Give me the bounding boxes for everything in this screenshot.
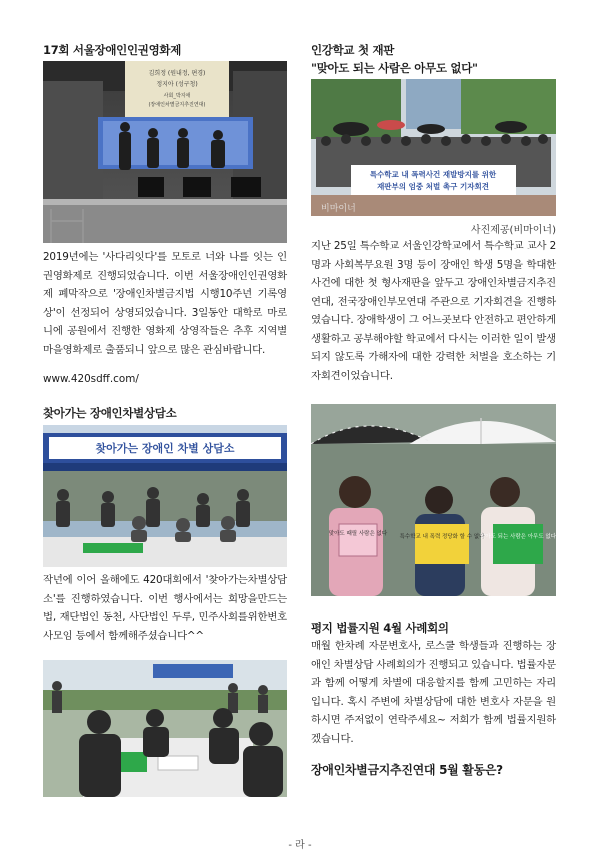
film-festival-body: 2019년에는 '사다리잇다'를 모토로 너와 나를 잇는 인권영화제로 진행되었습니다. 이번 서울장애인인권영화제 폐막작으로 '장애인차별금지법 시행10주년 기록영상'이 선정되어 상영되었습니다. 3일동안 대학로 마로니에 공원에서 진행한 영화제 상영작들은 추후 지역별 마을영화제로 출품되니 앞으로 많은 관심바랍니다. — [43, 251, 287, 356]
banner-line-4: (장애인차별금지추진연대) — [148, 102, 206, 108]
may-activities-heading: 장애인차별금지추진연대 5월 활동은? — [311, 763, 503, 777]
banner-line-2: 정지아 (성구청) — [156, 81, 198, 88]
film-festival-photo — [43, 61, 287, 243]
trial-heading: 인강학교 첫 재판 — [311, 43, 395, 57]
film-festival-link[interactable]: www.420sdff.com/ — [43, 373, 139, 385]
film-festival-heading: 17회 서울장애인인권영화제 — [43, 43, 182, 57]
press-conference-photo — [311, 79, 556, 216]
trial-subheading: "맞아도 되는 사람은 아무도 없다" — [311, 61, 478, 75]
counseling-heading: 찾아가는 장애인차별상담소 — [43, 406, 177, 420]
press-banner-line-2: 재판부의 엄중 처벌 촉구 기자회견 — [377, 182, 489, 191]
counseling-photo — [43, 425, 287, 567]
press-banner-line-1: 특수학교 내 폭력사건 재발방지를 위한 — [369, 170, 497, 179]
counseling-event-photo — [43, 660, 287, 797]
legal-meeting-body: 매월 한차례 자문변호사, 로스쿨 학생들과 진행하는 장애인 차별상담 사례회의가 진행되고 있습니다. 법률자문과 함께 어떻게 차별에 대응할지를 함께 고민하는 자리입니다. 혹시 주변에 차별상담에 대한 변호사 자문을 원하시면 주저없이 연락주세요~ 저희가 함께 법률지원하겠습니다. — [311, 640, 556, 745]
trial-body: 지난 25일 특수학교 서울인강학교에서 특수학교 교사 2명과 사회복무요원 3명 등이 장애인 학생 5명을 학대한 사건에 대한 첫 형사재판을 앞두고 장애인차별금지추진연대, 전국장애인부모연대 주관으로 기자회견을 진행하였습니다. 장애학생이 그 어느곳보다 안전하고 편안하게 생활하고 공부해야할 학교에서 다시는 이러한 일이 발생되지 않도록 가해자에 대한 강력한 처벌을 호소하는 기자회견이었습니다. — [311, 240, 556, 382]
banner-line-1: 김희정 (원내정, 편경) — [148, 70, 206, 77]
sign-3-text: 맞아도 되는 사람은 아무도 없다 — [479, 534, 556, 540]
protest-signs-photo — [311, 404, 556, 596]
photo-credit: 사진제공(비마이너) — [470, 225, 556, 236]
sign-2-text: 특수학교 내 폭력 정당화 할 수 없다 — [399, 534, 485, 540]
photo-watermark: 비마이너 — [321, 204, 356, 214]
counseling-banner-text: 찾아가는 장애인 차별 상담소 — [95, 442, 235, 455]
page-number: - 라 - — [288, 840, 312, 851]
counseling-body: 작년에 이어 올해에도 420대회에서 '찾아가는차별상담소'를 진행하였습니다. 이번 행사에서는 희망을만드는법, 재단법인 동천, 사단법인 두루, 민주사회를위한변호사모임 등에서 함께해주셨습니다^^ — [43, 574, 287, 642]
banner-line-3: 사회_박지애 — [163, 93, 191, 99]
sign-1-text: 맞아도 때릴 사람은 없다 — [328, 531, 388, 537]
legal-meeting-heading: 평지 법률지원 4월 사례회의 — [311, 621, 449, 635]
